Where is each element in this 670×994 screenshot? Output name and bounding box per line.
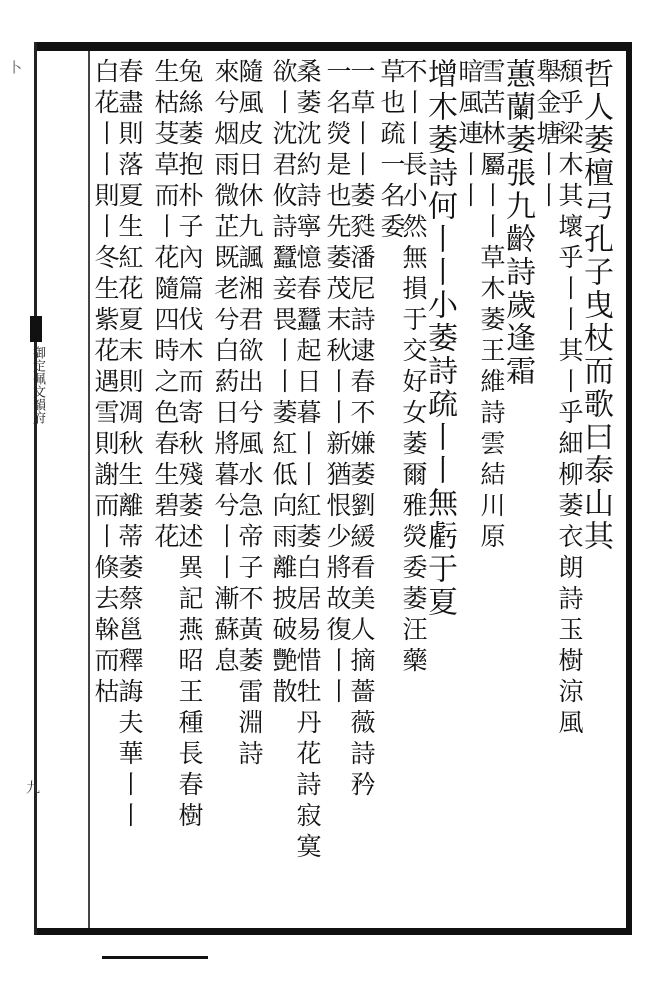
text-column-7: 增木萎詩何丨丨小萎詩疏丨丨無虧于夏: [422, 58, 457, 619]
margin-note: 卜: [6, 60, 22, 75]
text-column-3: 舉金塘丨丨: [533, 58, 562, 213]
text-column-8: 不丨丨長小然無損于交好女萎爾雅熒委萎汪藥: [399, 58, 428, 678]
under-rule: [102, 956, 208, 959]
edge-title: 御定佩文韻府: [30, 346, 45, 424]
page-frame-left: [34, 42, 37, 935]
text-column-4: 蕙蘭萎張九齡詩歲逢霜: [500, 58, 535, 388]
text-column-2: 頹乎梁木其壞乎丨丨其丨乎細柳萎衣朗詩玉樹涼風: [555, 58, 584, 740]
column-rule: [88, 51, 90, 928]
page-frame-right: [626, 42, 632, 935]
page-frame-top: [34, 42, 632, 51]
text-column-19: 白花丨丨則丨冬生紫花遇雪則謝而丨倏去榦而枯: [91, 58, 120, 709]
text-column-14: 隨風皮日休九諷湘君欲出兮風水急帝子不黃萎雷淵詩: [235, 58, 264, 771]
text-column-15: 來兮烟雨微芷既老兮白葯日將暮兮丨丨漸蘇息: [211, 58, 240, 678]
margin-black-tab: [30, 316, 42, 342]
text-column-9: 草也疏一名委: [377, 58, 406, 244]
text-column-6: 暗風連丨丨: [455, 58, 484, 213]
text-column-17: 生枯芟草而丨花隨四時之色春生碧花: [151, 58, 180, 554]
text-column-12: 桑萎沈約詩寧憶春蠶起日暮丨丨紅萎白居易惜牡丹花詩寂寞: [293, 58, 322, 864]
text-column-11: 一名熒是也先萎茂末秋丨丨新猶恨少將故復丨丨: [323, 58, 352, 709]
page-frame-bottom: [34, 928, 632, 935]
text-column-1: 哲人萎檀弓孔子曳杖而歌曰泰山其: [578, 58, 613, 553]
text-column-10: 一草丨丨萎甤潘尼詩逮春不嫌萎劉緩看美人摘薔薇詩矜: [347, 58, 376, 802]
text-column-13: 欲丨沈君攸詩蠶妾畏丨丨萎紅低向雨離披破艷散: [269, 58, 298, 709]
text-column-18: 春盡則落夏生紅花夏末則凋秋生離蒂萎蔡邕釋誨夫華丨丨: [115, 58, 144, 833]
page-number: 九: [24, 780, 40, 794]
margin-strip: [0, 51, 34, 928]
text-column-5: 雪苦林屬丨丨草木萎王維詩雲結川原: [477, 58, 506, 554]
text-column-16: 兔絲萎抱朴子內篇伐木而寄秋殘萎述異記燕昭王種長春樹: [175, 58, 204, 833]
